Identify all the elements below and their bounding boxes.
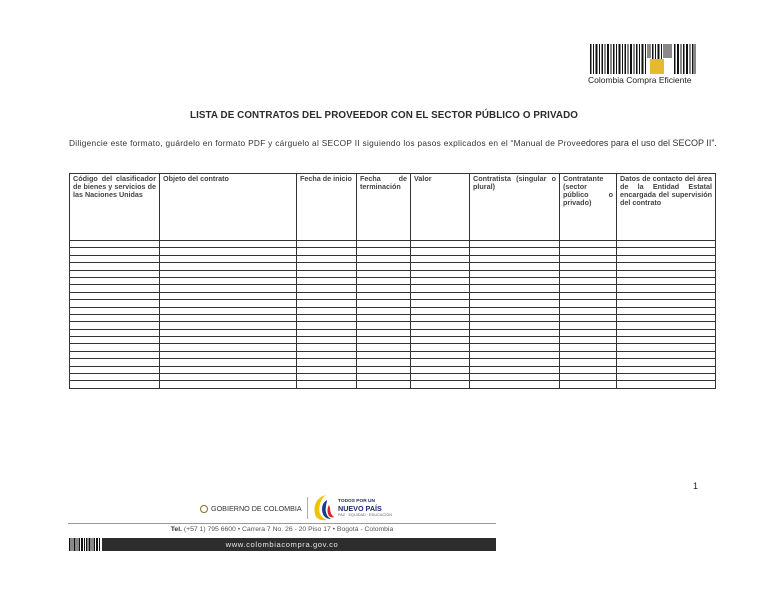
table-row <box>70 300 716 307</box>
table-cell[interactable] <box>411 292 470 299</box>
table-cell[interactable] <box>357 270 411 277</box>
table-cell[interactable] <box>160 285 297 292</box>
table-cell[interactable] <box>297 241 357 248</box>
table-cell[interactable] <box>357 359 411 366</box>
table-cell[interactable] <box>160 359 297 366</box>
table-row <box>70 285 716 292</box>
table-cell[interactable] <box>297 270 357 277</box>
table-cell[interactable] <box>411 307 470 314</box>
table-cell[interactable] <box>470 263 560 270</box>
footer-logo-divider <box>307 497 308 519</box>
gobierno-label: GOBIERNO DE COLOMBIA <box>211 504 302 513</box>
table-cell[interactable] <box>70 255 160 262</box>
table-cell[interactable] <box>560 307 617 314</box>
table-cell[interactable] <box>411 285 470 292</box>
table-row <box>70 351 716 358</box>
table-cell[interactable] <box>560 314 617 321</box>
table-cell[interactable] <box>470 292 560 299</box>
table-cell[interactable] <box>470 322 560 329</box>
table-row <box>70 359 716 366</box>
table-cell[interactable] <box>411 344 470 351</box>
table-row <box>70 322 716 329</box>
page-title: LISTA DE CONTRATOS DEL PROVEEDOR CON EL SECTOR PÚBLICO O PRIVADO <box>190 110 578 121</box>
table-cell[interactable] <box>70 307 160 314</box>
table-cell[interactable] <box>617 329 716 336</box>
table-cell[interactable] <box>411 270 470 277</box>
table-cell[interactable] <box>470 337 560 344</box>
table-cell[interactable] <box>70 292 160 299</box>
col-header-codigo: Código del clasificador de bienes y servicios de las Naciones Unidas <box>70 174 160 241</box>
brand-logo <box>588 44 698 86</box>
table-cell[interactable] <box>470 351 560 358</box>
flag-swoosh-icon <box>312 492 336 522</box>
table-row <box>70 241 716 248</box>
table-cell[interactable] <box>411 351 470 358</box>
table-cell[interactable] <box>357 277 411 284</box>
table-cell[interactable] <box>160 344 297 351</box>
table-cell[interactable] <box>357 322 411 329</box>
table-cell[interactable] <box>560 241 617 248</box>
table-cell[interactable] <box>70 248 160 255</box>
table-cell[interactable] <box>357 255 411 262</box>
col-header-valor: Valor <box>411 174 470 241</box>
table-cell[interactable] <box>560 337 617 344</box>
contact-info <box>68 523 496 536</box>
table-cell[interactable] <box>160 366 297 373</box>
col-header-contratista: Contratista (singular o plural) <box>470 174 560 241</box>
table-cell[interactable] <box>160 270 297 277</box>
table-cell[interactable] <box>297 337 357 344</box>
table-cell[interactable] <box>470 329 560 336</box>
table-cell[interactable] <box>357 337 411 344</box>
table-cell[interactable] <box>160 351 297 358</box>
col-header-objeto: Objeto del contrato <box>160 174 297 241</box>
table-cell[interactable] <box>470 307 560 314</box>
logo-text: Colombia Compra Eficiente <box>588 75 692 85</box>
table-cell[interactable] <box>357 314 411 321</box>
table-cell[interactable] <box>560 300 617 307</box>
table-row <box>70 337 716 344</box>
table-cell[interactable] <box>411 322 470 329</box>
table-cell[interactable] <box>297 366 357 373</box>
table-cell[interactable] <box>470 374 560 381</box>
table-row <box>70 329 716 336</box>
table-cell[interactable] <box>470 285 560 292</box>
table-cell[interactable] <box>160 248 297 255</box>
table-cell[interactable] <box>617 292 716 299</box>
table-cell[interactable] <box>411 366 470 373</box>
table-cell[interactable] <box>297 255 357 262</box>
table-cell[interactable] <box>411 263 470 270</box>
table-cell[interactable] <box>560 263 617 270</box>
slogan-tag: PAZ · EQUIDAD · EDUCACIÓN <box>338 513 392 517</box>
table-cell[interactable] <box>470 366 560 373</box>
contact-text: (+57 1) 795 6600 • Carrera 7 No. 26 - 20 Piso 17 • Bogotá - Colombia <box>183 526 394 533</box>
table-cell[interactable] <box>357 292 411 299</box>
table-cell[interactable] <box>160 374 297 381</box>
table-cell[interactable] <box>357 263 411 270</box>
table-cell[interactable] <box>617 263 716 270</box>
website-bar <box>68 538 496 551</box>
table-cell[interactable] <box>470 270 560 277</box>
table-cell[interactable] <box>297 322 357 329</box>
table-cell[interactable] <box>617 255 716 262</box>
table-cell[interactable] <box>70 270 160 277</box>
table-cell[interactable] <box>617 337 716 344</box>
table-cell[interactable] <box>297 374 357 381</box>
table-cell[interactable] <box>560 344 617 351</box>
table-row <box>70 292 716 299</box>
table-cell[interactable] <box>411 374 470 381</box>
table-cell[interactable] <box>160 241 297 248</box>
table-cell[interactable] <box>617 285 716 292</box>
table-row <box>70 344 716 351</box>
table-cell[interactable] <box>560 329 617 336</box>
table-cell[interactable] <box>560 359 617 366</box>
page-number: 1 <box>693 481 699 491</box>
table-cell[interactable] <box>357 285 411 292</box>
table-header-row <box>70 174 716 241</box>
table-row <box>70 314 716 321</box>
table-cell[interactable] <box>70 359 160 366</box>
table-row <box>70 277 716 284</box>
contact-label: Tel. <box>170 526 182 533</box>
table-cell[interactable] <box>617 277 716 284</box>
table-cell[interactable] <box>470 277 560 284</box>
col-header-fecha-terminacion: Fecha de terminación <box>357 174 411 241</box>
table-cell[interactable] <box>70 351 160 358</box>
table-cell[interactable] <box>470 359 560 366</box>
table-cell[interactable] <box>297 248 357 255</box>
table-cell[interactable] <box>560 381 617 388</box>
table-cell[interactable] <box>160 300 297 307</box>
table-cell[interactable] <box>357 374 411 381</box>
col-header-contratante: Contratante (sector público o privado) <box>560 174 617 241</box>
table-cell[interactable] <box>617 314 716 321</box>
table-cell[interactable] <box>470 255 560 262</box>
table-cell[interactable] <box>560 292 617 299</box>
table-cell[interactable] <box>617 351 716 358</box>
table-cell[interactable] <box>70 329 160 336</box>
table-cell[interactable] <box>357 344 411 351</box>
table-cell[interactable] <box>617 300 716 307</box>
table-cell[interactable] <box>70 366 160 373</box>
table-cell[interactable] <box>411 255 470 262</box>
table-cell[interactable] <box>70 277 160 284</box>
table-cell[interactable] <box>70 300 160 307</box>
table-cell[interactable] <box>560 285 617 292</box>
table-cell[interactable] <box>617 381 716 388</box>
table-cell[interactable] <box>297 292 357 299</box>
table-cell[interactable] <box>470 314 560 321</box>
table-cell[interactable] <box>617 270 716 277</box>
instructions-main: Diligencie este formato, guárdelo en formato PDF y cárguelo al SECOP II siguiendo los pasos explicados en el “Manual de Prove <box>69 138 581 148</box>
table-cell[interactable] <box>297 359 357 366</box>
table-cell[interactable] <box>560 351 617 358</box>
table-cell[interactable] <box>297 300 357 307</box>
table-cell[interactable] <box>70 322 160 329</box>
table-cell[interactable] <box>297 344 357 351</box>
table-cell[interactable] <box>411 277 470 284</box>
table-cell[interactable] <box>357 351 411 358</box>
table-cell[interactable] <box>617 248 716 255</box>
table-cell[interactable] <box>357 300 411 307</box>
table-cell[interactable] <box>470 344 560 351</box>
table-cell[interactable] <box>70 344 160 351</box>
table-cell[interactable] <box>160 292 297 299</box>
table-cell[interactable] <box>160 329 297 336</box>
table-cell[interactable] <box>160 314 297 321</box>
website-link[interactable]: www.colombiacompra.gov.co <box>225 540 339 549</box>
table-cell[interactable] <box>297 351 357 358</box>
table-cell[interactable] <box>411 248 470 255</box>
table-cell[interactable] <box>357 381 411 388</box>
table-row <box>70 270 716 277</box>
table-cell[interactable] <box>411 381 470 388</box>
table-cell[interactable] <box>70 337 160 344</box>
shield-icon <box>200 505 208 513</box>
table-cell[interactable] <box>411 241 470 248</box>
table-cell[interactable] <box>470 248 560 255</box>
table-cell[interactable] <box>411 329 470 336</box>
table-cell[interactable] <box>70 381 160 388</box>
table-cell[interactable] <box>297 307 357 314</box>
table-cell[interactable] <box>617 374 716 381</box>
table-cell[interactable] <box>617 344 716 351</box>
table-cell[interactable] <box>297 329 357 336</box>
col-header-datos-contacto: Datos de contacto del área de la Entidad Estatal encargada del supervisión del contrato <box>617 174 716 241</box>
table-cell[interactable] <box>560 248 617 255</box>
table-cell[interactable] <box>160 263 297 270</box>
table-cell[interactable] <box>160 277 297 284</box>
table-cell[interactable] <box>357 307 411 314</box>
instructions-manual-ref: edores para el uso del SECOP II”. <box>580 138 717 148</box>
contracts-table <box>69 173 716 389</box>
gobierno-logo <box>196 503 302 517</box>
table-cell[interactable] <box>160 381 297 388</box>
table-row <box>70 263 716 270</box>
table-cell[interactable] <box>560 277 617 284</box>
table-cell[interactable] <box>560 374 617 381</box>
table-cell[interactable] <box>411 337 470 344</box>
table-cell[interactable] <box>160 255 297 262</box>
table-row <box>70 307 716 314</box>
table-cell[interactable] <box>617 359 716 366</box>
table-cell[interactable] <box>411 300 470 307</box>
table-cell[interactable] <box>70 314 160 321</box>
table-row <box>70 381 716 388</box>
table-cell[interactable] <box>357 366 411 373</box>
todos-por-un-nuevo-pais-logo <box>312 492 392 522</box>
table-cell[interactable] <box>70 285 160 292</box>
table-cell[interactable] <box>70 374 160 381</box>
table-cell[interactable] <box>560 255 617 262</box>
table-cell[interactable] <box>357 329 411 336</box>
table-cell[interactable] <box>560 366 617 373</box>
table-cell[interactable] <box>617 366 716 373</box>
col-header-fecha-inicio: Fecha de inicio <box>297 174 357 241</box>
table-cell[interactable] <box>560 270 617 277</box>
table-cell[interactable] <box>297 314 357 321</box>
table-cell[interactable] <box>411 359 470 366</box>
table-cell[interactable] <box>297 381 357 388</box>
table-cell[interactable] <box>357 241 411 248</box>
table-row <box>70 255 716 262</box>
table-cell[interactable] <box>470 381 560 388</box>
table-cell[interactable] <box>160 307 297 314</box>
table-cell[interactable] <box>617 322 716 329</box>
table-row <box>70 374 716 381</box>
table-cell[interactable] <box>160 337 297 344</box>
table-cell[interactable] <box>470 300 560 307</box>
instructions-paragraph <box>69 137 719 149</box>
table-cell[interactable] <box>160 322 297 329</box>
table-cell[interactable] <box>560 322 617 329</box>
table-row <box>70 366 716 373</box>
table-cell[interactable] <box>297 277 357 284</box>
table-cell[interactable] <box>357 248 411 255</box>
table-cell[interactable] <box>70 241 160 248</box>
table-cell[interactable] <box>411 314 470 321</box>
table-cell[interactable] <box>470 241 560 248</box>
slogan-small: TODOS POR UN <box>338 499 375 504</box>
table-cell[interactable] <box>70 263 160 270</box>
table-cell[interactable] <box>617 307 716 314</box>
table-cell[interactable] <box>297 263 357 270</box>
table-cell[interactable] <box>297 285 357 292</box>
slogan-big: NUEVO PAÍS <box>338 504 382 513</box>
table-row <box>70 248 716 255</box>
barcode-logo-icon <box>590 44 696 74</box>
table-cell[interactable] <box>617 241 716 248</box>
